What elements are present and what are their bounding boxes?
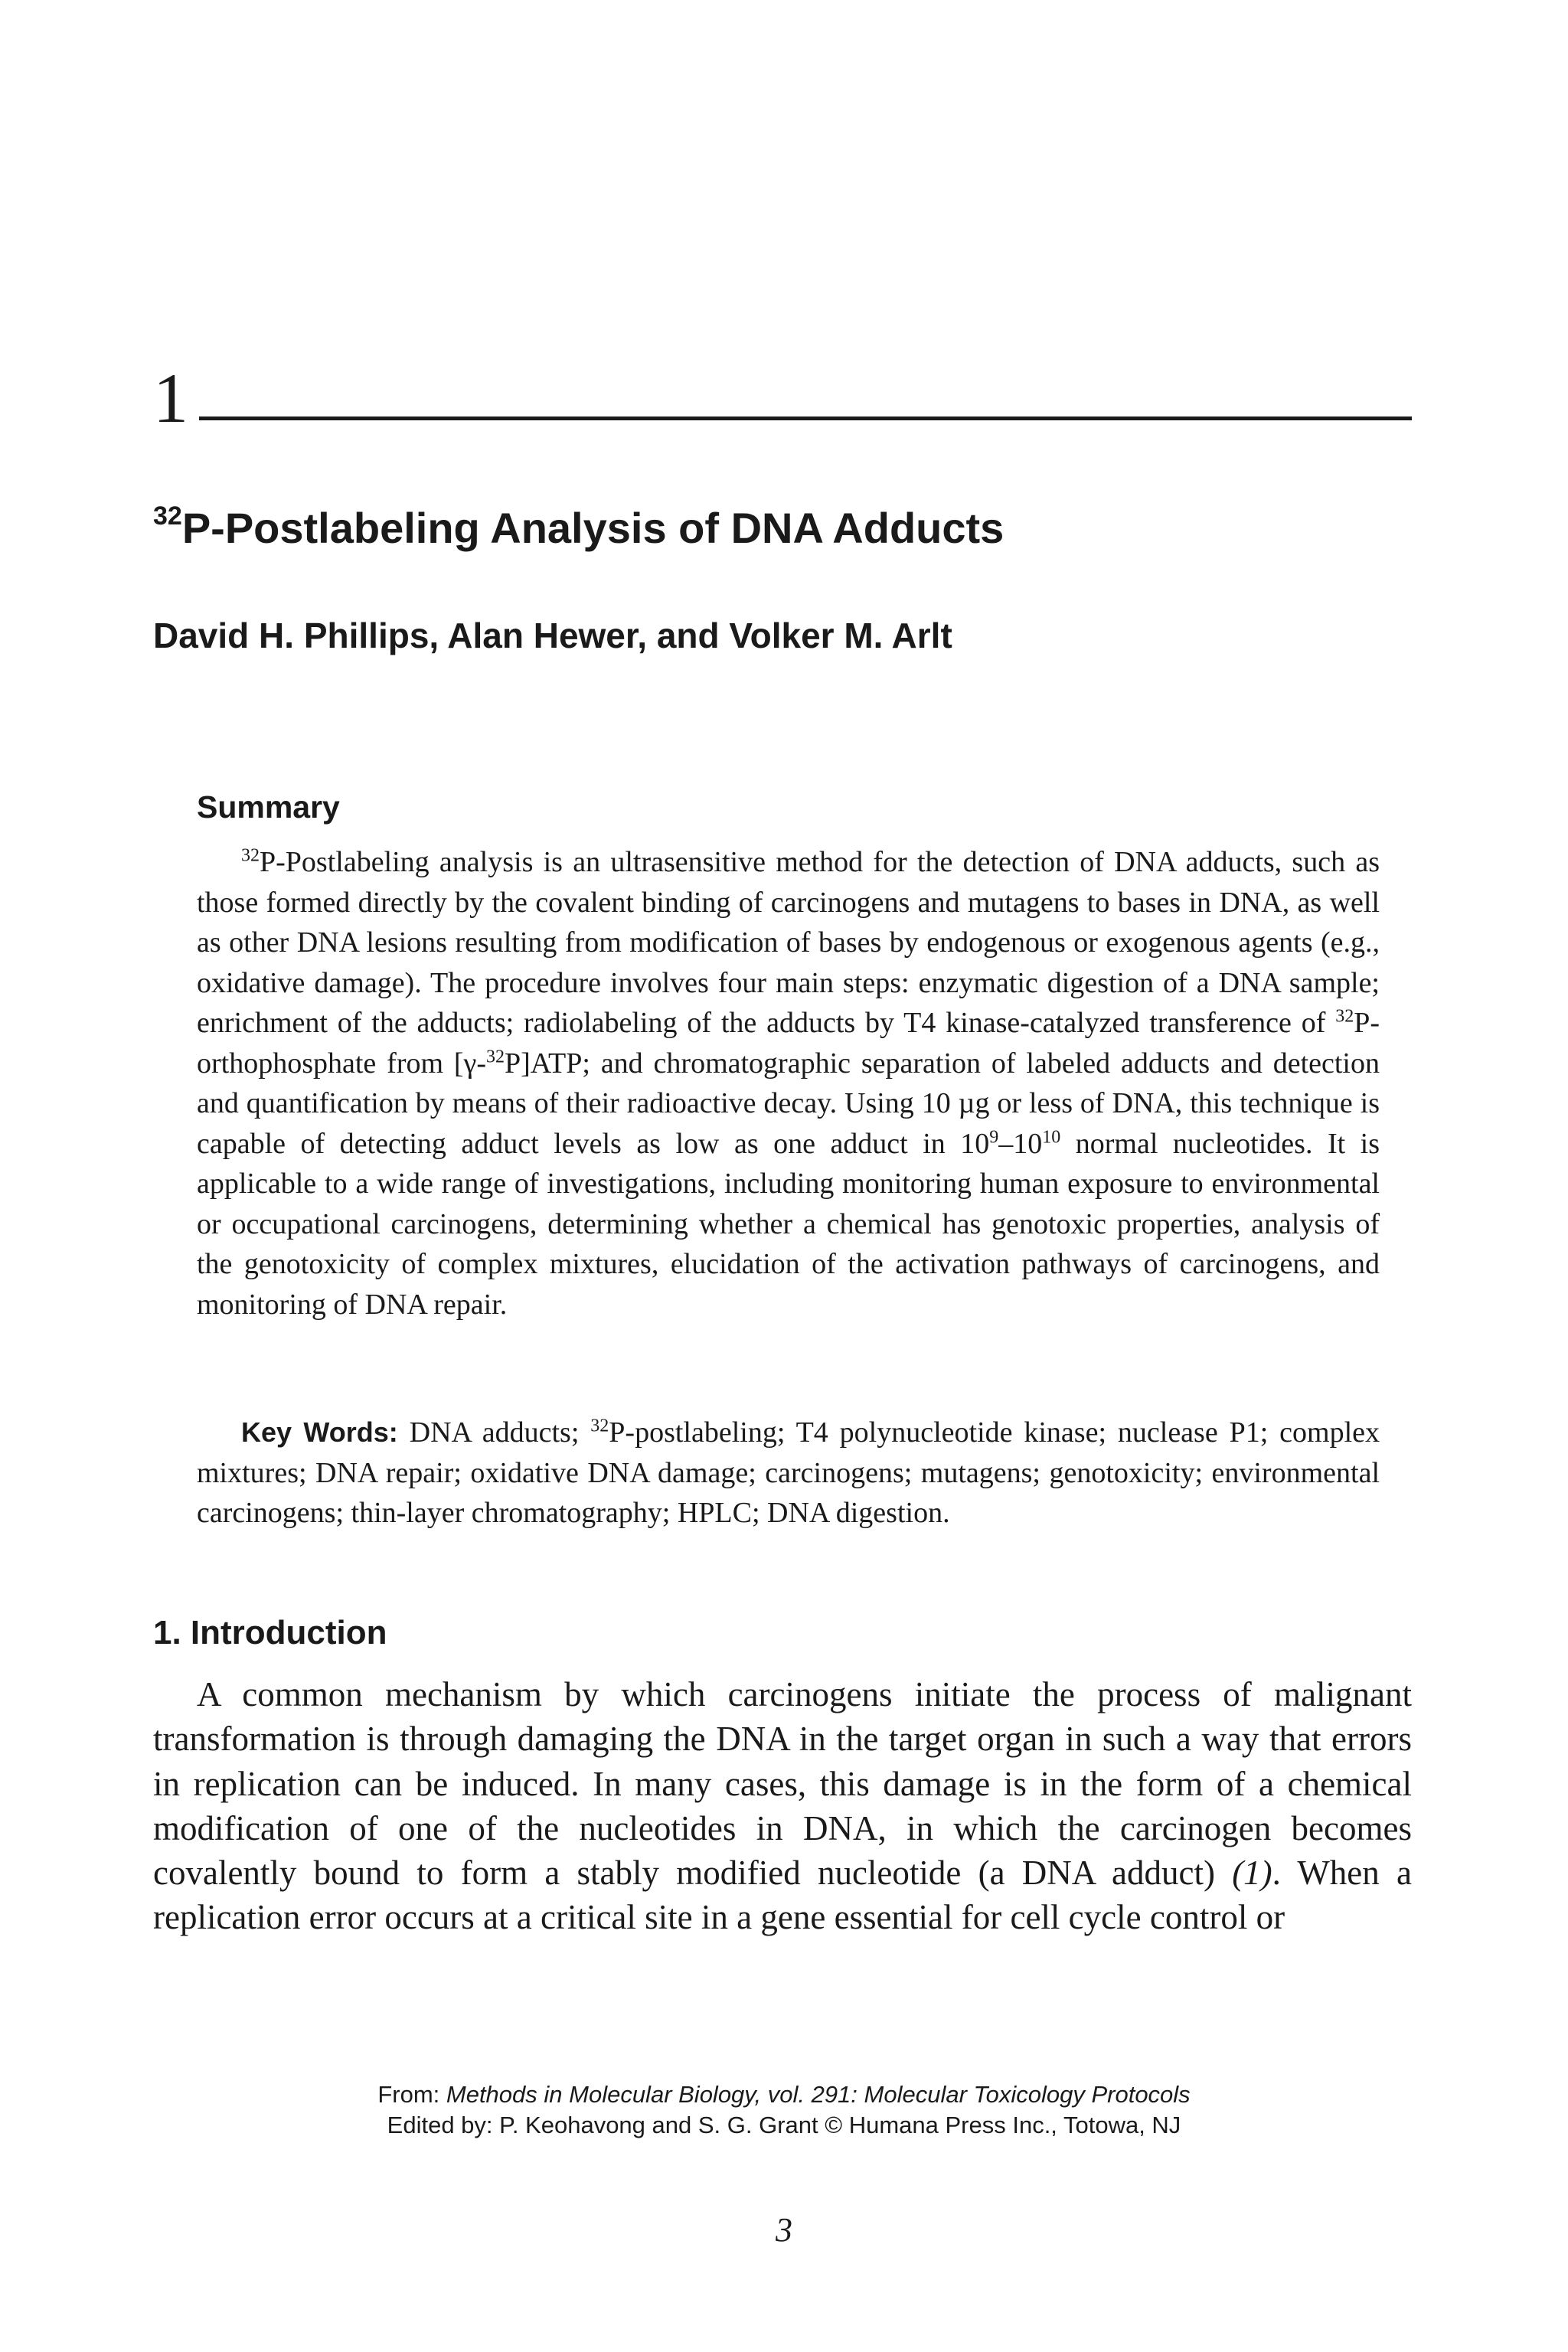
source-label: From: bbox=[377, 2081, 446, 2108]
keywords-label: Key Words: bbox=[241, 1416, 398, 1448]
source-line bbox=[0, 2079, 1568, 2110]
title-isotope-superscript: 32 bbox=[153, 501, 182, 531]
summary-text-part: normal nucleotides. It is applicable to a wide range of investigations, including monitoring human exposure to environmental or occupational carcinogens, determining whether a chemical has genotoxic properties, analysis of the genotoxicity of complex mixtures, elucidation of the activation pathways of carcinogens, and monitoring of DNA repair. bbox=[197, 1127, 1380, 1321]
keywords-paragraph bbox=[197, 1413, 1380, 1534]
isotope-superscript: 32 bbox=[486, 1046, 505, 1067]
summary-heading: Summary bbox=[197, 789, 340, 825]
summary-text-part: P]ATP; and chromatographic separation of labeled adducts and detection and quantification by means of their radioactive decay. Using 10 µg or less of DNA, this technique is capable of detecting adduct levels as low as one adduct in 10 bbox=[197, 1047, 1380, 1160]
summary-text-part: –10 bbox=[998, 1127, 1043, 1160]
isotope-superscript: 32 bbox=[1335, 1006, 1354, 1027]
editor-line: Edited by: P. Keohavong and S. G. Grant © Humana Press Inc., Totowa, NJ bbox=[387, 2112, 1181, 2138]
summary-text-part: P-orthophosphate from [γ- bbox=[197, 1007, 1380, 1080]
introduction-text-part: . When a replication error occurs at a critical site in a gene essential for cell cycle control or bbox=[153, 1854, 1412, 1937]
isotope-superscript: 32 bbox=[241, 845, 260, 866]
introduction-text-part: A common mechanism by which carcinogens initiate the process of malignant transformation is through damaging the DNA in the target organ in such a way that errors in replication can be induced. In many cases, this damage is in the form of a chemical modification of one of the nucleotides in DNA, in which the carcinogen becomes covalently bound to form a stably modified nucleotide (a DNA adduct) bbox=[153, 1675, 1412, 1893]
introduction-paragraph bbox=[153, 1672, 1412, 1940]
summary-paragraph bbox=[197, 842, 1380, 1325]
chapter-title-text: P-Postlabeling Analysis of DNA Adducts bbox=[181, 504, 1004, 552]
chapter-rule bbox=[199, 416, 1412, 420]
source-footer bbox=[0, 2079, 1568, 2141]
exponent: 10 bbox=[1042, 1126, 1061, 1147]
keywords-text-part: P-postlabeling; T4 polynucleotide kinase; nuclease P1; complex mixtures; DNA repair; oxidative DNA damage; carcinogens; mutagens; genotoxicity; environmental carcinogens; thin-layer chromatography; HPLC; DNA digestion. bbox=[197, 1416, 1380, 1529]
summary-text-part: P-Postlabeling analysis is an ultrasensitive method for the detection of DNA adducts, such as those formed directly by the covalent binding of carcinogens and mutagens to bases in DNA, as well as other DNA lesions resulting from modification of bases by endogenous or exogenous agents (e.g., oxidative damage). The procedure involves four main steps: enzymatic digestion of a DNA sample; enrichment of the adducts; radiolabeling of the adducts by T4 kinase-catalyzed transference of bbox=[197, 846, 1380, 1039]
chapter-number: 1 bbox=[153, 359, 188, 437]
author-list: David H. Phillips, Alan Hewer, and Volker M. Arlt bbox=[153, 616, 952, 655]
citation-reference: (1) bbox=[1232, 1854, 1272, 1893]
introduction-heading: 1. Introduction bbox=[153, 1614, 387, 1651]
page-number: 3 bbox=[776, 2211, 792, 2249]
exponent: 9 bbox=[989, 1126, 999, 1147]
keywords-text-part: DNA adducts; bbox=[397, 1416, 591, 1449]
chapter-header bbox=[153, 360, 1412, 436]
chapter-title bbox=[153, 501, 1412, 555]
book-title: Methods in Molecular Biology, vol. 291: Molecular Toxicology Protocols bbox=[446, 2081, 1191, 2108]
isotope-superscript: 32 bbox=[590, 1416, 609, 1436]
